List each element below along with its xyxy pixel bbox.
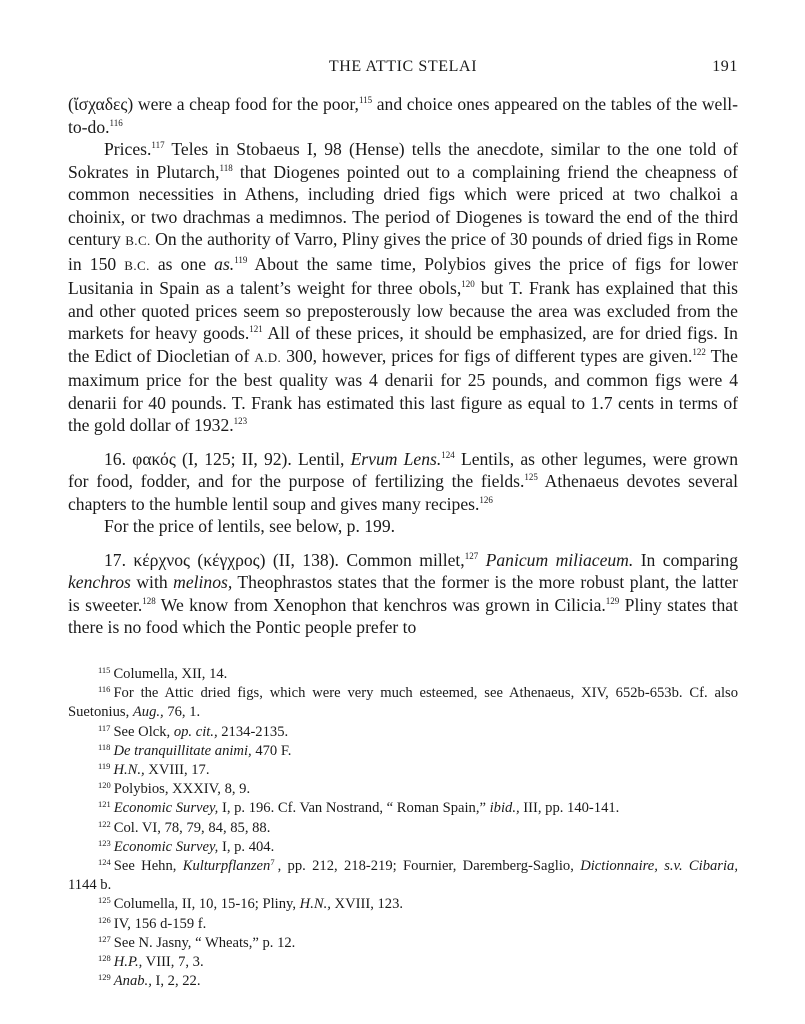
footnote-italic: ibid., bbox=[489, 800, 520, 817]
paragraph-millet bbox=[68, 549, 738, 639]
greek-term: κέρχνος (κέγχρος) bbox=[133, 549, 266, 570]
text: Teles in Stobaeus I, 98 (Hense) tells the anecdote, similar to the one told of Sokrates in Plutarch, bbox=[68, 139, 738, 182]
footnote-ref[interactable]: 119 bbox=[234, 254, 248, 265]
footnote-ref[interactable]: 128 bbox=[142, 595, 156, 606]
footnote-text: 76, 1. bbox=[163, 704, 201, 721]
footnote-115 bbox=[68, 665, 738, 684]
footnote-italic: Anab., bbox=[113, 973, 152, 990]
footnote-text: Columella, XII, 14. bbox=[113, 666, 228, 682]
footnote-text: 1144 b. bbox=[68, 877, 112, 894]
footnote-116 bbox=[68, 684, 738, 722]
footnote-ref[interactable]: 123 bbox=[233, 416, 248, 426]
footnote-italic: op. cit., bbox=[173, 723, 218, 740]
era-abbrev: B.C. bbox=[124, 257, 150, 273]
footnote-text: I, 2, 22. bbox=[151, 973, 201, 990]
footnote-ref[interactable]: 129 bbox=[605, 595, 620, 606]
footnote-120 bbox=[68, 780, 738, 799]
footnote-number: 123 bbox=[98, 837, 111, 848]
footnote-number: 115 bbox=[98, 665, 111, 675]
text: Theophrastos states that the former is the more robust plant, the latter is sweeter. bbox=[68, 572, 738, 615]
edition-superscript: 7 bbox=[270, 857, 275, 868]
text: We know from Xenophon that kenchros was grown in Cilicia. bbox=[155, 594, 606, 615]
text: were a cheap food for the poor, bbox=[133, 94, 359, 114]
text: All of these prices, it should be emphasized, are for dried figs. In the Edict of Diocletian of bbox=[68, 323, 738, 366]
footnote-number: 120 bbox=[98, 780, 111, 791]
footnote-ref[interactable]: 117 bbox=[151, 140, 165, 150]
footnote-number: 126 bbox=[98, 914, 111, 925]
text: but T. Frank has explained that this and other quoted prices seem so preposterously low because the area was excluded from the markets for heavy goods. bbox=[68, 278, 739, 343]
footnote-text: 470 F. bbox=[251, 742, 292, 759]
footnote-text: VIII, 7, 3. bbox=[142, 954, 204, 971]
footnote-number: 118 bbox=[98, 741, 111, 752]
footnote-ref[interactable]: 124 bbox=[441, 449, 455, 460]
latin-name: Panicum miliaceum. bbox=[485, 549, 634, 570]
text: as one bbox=[149, 253, 215, 274]
footnote-text: See Olck, bbox=[113, 723, 174, 740]
footnote-italic: Aug., bbox=[132, 704, 164, 721]
footnote-ref[interactable]: 126 bbox=[479, 494, 493, 505]
text: Lentils, as other legumes, were grown for food, fodder, and for the purpose of fertilizing the fields. bbox=[68, 448, 738, 491]
footnote-text: I, p. 404. bbox=[218, 838, 275, 855]
page-number: 191 bbox=[712, 58, 738, 75]
era-abbrev: A.D. bbox=[254, 349, 282, 365]
paragraph-lentil bbox=[68, 448, 738, 516]
footnote-127 bbox=[68, 934, 738, 953]
text: (II, 138). Common millet, bbox=[265, 549, 465, 570]
text: On the authority of Varro, Pliny gives the price of 30 pounds of dried figs in Rome in 150 bbox=[68, 229, 738, 274]
footnote-text: , pp. 212, 218-219; Fournier, Daremberg-Saglio, bbox=[277, 858, 581, 875]
italic-term: as. bbox=[214, 253, 235, 274]
footnote-number: 119 bbox=[98, 761, 111, 772]
latin-name: Ervum Lens. bbox=[350, 448, 442, 469]
footnote-italic: H.N., bbox=[113, 762, 145, 779]
footnote-text: XVIII, 17. bbox=[144, 762, 210, 779]
footnote-number: 116 bbox=[98, 684, 111, 695]
footnote-ref[interactable]: 125 bbox=[524, 472, 538, 482]
footnote-117 bbox=[68, 723, 738, 742]
footnote-italic: H.P., bbox=[113, 954, 143, 971]
footnote-ref[interactable]: 115 bbox=[358, 95, 373, 105]
footnote-121 bbox=[68, 799, 738, 818]
text: Pliny states that there is no food which the Pontic people prefer to bbox=[68, 594, 738, 637]
footnote-ref[interactable]: 121 bbox=[249, 324, 263, 334]
footnote-number: 128 bbox=[98, 953, 111, 964]
footnote-ref[interactable]: 127 bbox=[464, 550, 479, 561]
footnote-129 bbox=[68, 972, 738, 991]
paragraph-figs-food bbox=[68, 93, 738, 138]
italic-term: kenchros bbox=[68, 572, 131, 592]
footnote-text: Columella, II, 10, 15-16; Pliny, bbox=[113, 896, 300, 913]
footnote-ref[interactable]: 118 bbox=[219, 162, 233, 173]
footnote-text: Polybios, XXXIV, 8, 9. bbox=[113, 781, 251, 798]
footnote-ref[interactable]: 120 bbox=[461, 279, 475, 289]
footnote-text: IV, 156 d-159 f. bbox=[113, 915, 207, 932]
text: and choice ones appeared on the tables of the well-to-do. bbox=[68, 94, 738, 137]
footnote-number: 117 bbox=[98, 722, 111, 733]
running-head bbox=[68, 58, 738, 82]
paragraph-lentil-price: For the price of lentils, see below, p. 199. bbox=[104, 516, 396, 536]
text: About the same time, Polybios gives the price of figs for lower Lusitania in Spain as a talent’s weight for three obols, bbox=[68, 253, 738, 298]
section-label: Prices. bbox=[104, 139, 152, 159]
greek-term: (ἴσχαδες) bbox=[68, 94, 134, 114]
text: 300, however, prices for figs of different types are given. bbox=[281, 345, 693, 366]
running-title: THE ATTIC STELAI bbox=[328, 58, 478, 75]
footnote-124 bbox=[68, 857, 738, 895]
footnote-number: 122 bbox=[98, 818, 111, 829]
footnote-number: 129 bbox=[98, 972, 111, 983]
footnote-italic: Economic Survey, bbox=[113, 800, 219, 817]
footnote-text: For the Attic dried figs, which were very much esteemed, see Athenaeus, XIV, 652b-653b. Cf. also Suetonius, bbox=[68, 685, 738, 721]
footnote-italic: Kulturpflanzen bbox=[182, 858, 271, 875]
footnote-text: III, pp. 140-141. bbox=[519, 800, 620, 817]
footnote-text: See Hehn, bbox=[113, 858, 183, 875]
footnote-text: Col. VI, 78, 79, 84, 85, 88. bbox=[113, 819, 271, 836]
footnote-italic: Dictionnaire, s.v. Cibaria, bbox=[580, 858, 738, 875]
italic-term: melinos, bbox=[173, 572, 233, 592]
footnote-ref[interactable]: 116 bbox=[109, 117, 123, 128]
footnote-118 bbox=[68, 742, 738, 761]
footnote-number: 124 bbox=[98, 857, 111, 868]
footnote-text: See N. Jasny, “ Wheats,” p. 12. bbox=[113, 934, 296, 951]
footnote-italic: Economic Survey, bbox=[113, 838, 219, 855]
footnote-text: XVIII, 123. bbox=[330, 896, 404, 913]
text: Athenaeus devotes several chapters to the humble lentil soup and gives many recipes. bbox=[68, 471, 738, 514]
text: In comparing bbox=[633, 549, 738, 570]
footnote-italic: H.N., bbox=[299, 896, 331, 913]
footnote-119 bbox=[68, 761, 738, 780]
footnote-122 bbox=[68, 819, 738, 838]
era-abbrev: B.C. bbox=[125, 233, 151, 248]
text: that Diogenes pointed out to a complaining friend the cheapness of common necessities in Athens, including dried figs which were priced at two chalkoi a choinix, or two drachmas a medimnos. The period of Diogenes is toward the end of the third century bbox=[68, 161, 738, 249]
footnote-text: I, p. 196. Cf. Van Nostrand, “ Roman Spain,” bbox=[218, 800, 490, 817]
footnote-125 bbox=[68, 895, 738, 914]
text: (I, 125; II, 92). Lentil, bbox=[175, 448, 351, 469]
greek-term: φακός bbox=[132, 448, 176, 469]
footnote-126 bbox=[68, 915, 738, 934]
entry-number: 16. bbox=[104, 448, 126, 469]
footnote-number: 121 bbox=[98, 799, 111, 810]
paragraph-prices bbox=[68, 138, 738, 437]
footnotes bbox=[68, 665, 738, 991]
footnote-123 bbox=[68, 838, 738, 857]
footnote-number: 125 bbox=[98, 895, 111, 906]
footnote-ref[interactable]: 122 bbox=[692, 346, 706, 357]
text: with bbox=[130, 572, 174, 592]
entry-number: 17. bbox=[104, 549, 126, 570]
footnote-italic: De tranquillitate animi, bbox=[113, 742, 252, 759]
footnote-number: 127 bbox=[98, 933, 111, 944]
footnote-128 bbox=[68, 953, 738, 972]
main-text bbox=[68, 93, 738, 639]
footnote-text: 2134-2135. bbox=[217, 723, 289, 740]
text: The maximum price for the best quality was 4 denarii for 25 pounds, and common figs were 4 denarii for 40 pounds. T. Frank has estimated this last figure as equal to 1.7 cents in terms of the gold dollar of 1932. bbox=[68, 345, 738, 435]
